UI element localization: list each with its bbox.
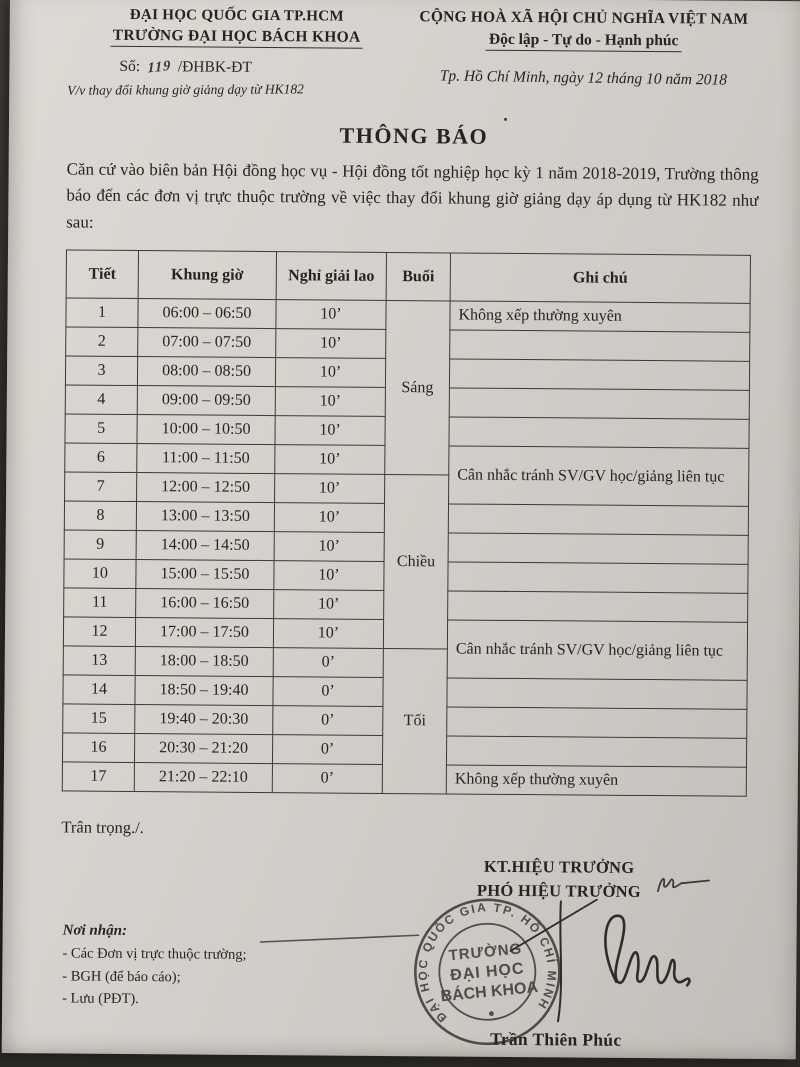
position-line: PHÓ HIỆU TRƯỞNG — [476, 880, 642, 902]
note-cell — [448, 504, 748, 535]
time-range-cell: 06:00 – 06:50 — [138, 299, 276, 329]
closing-line: Trân trọng./. — [61, 817, 144, 838]
recipients-block — [62, 920, 247, 1012]
national-line2: Độc lập - Tự do - Hạnh phúc — [406, 30, 762, 51]
time-range-cell: 13:00 – 13:50 — [136, 502, 274, 532]
period-number-cell: 11 — [64, 588, 136, 618]
col-header-period: Tiết — [66, 250, 138, 299]
authority-line: KT.HIỆU TRƯỞNG — [483, 856, 635, 878]
period-number-cell: 14 — [63, 675, 135, 705]
stamp-center-line1: TRƯỜNG — [447, 940, 523, 965]
document-number-line — [119, 58, 405, 78]
col-header-notes: Ghi chú — [450, 253, 750, 303]
stamp-center-line2: ĐẠI HỌC — [449, 960, 526, 985]
session-label-cell: Tối — [382, 649, 447, 794]
break-duration-cell: 10’ — [275, 445, 385, 475]
time-range-cell: 20:30 – 21:20 — [134, 734, 272, 764]
break-duration-cell: 0’ — [273, 677, 383, 707]
period-number-cell: 9 — [64, 530, 136, 560]
break-duration-cell: 0’ — [272, 735, 382, 765]
time-range-cell: 15:00 – 15:50 — [136, 560, 274, 590]
period-number-cell: 12 — [63, 617, 135, 647]
break-duration-cell: 10’ — [275, 416, 385, 446]
time-range-cell: 19:40 – 20:30 — [135, 705, 273, 735]
time-range-cell: 18:00 – 18:50 — [135, 647, 273, 677]
break-duration-cell: 10’ — [275, 358, 385, 388]
note-cell — [447, 678, 747, 709]
time-range-cell: 14:00 – 14:50 — [136, 531, 274, 561]
time-range-cell: 10:00 – 10:50 — [137, 415, 275, 445]
signature-area — [60, 850, 756, 1055]
break-duration-cell: 0’ — [273, 648, 383, 678]
time-range-cell: 17:00 – 17:50 — [135, 618, 273, 648]
time-range-cell: 18:50 – 19:40 — [135, 676, 273, 706]
period-number-cell: 4 — [65, 385, 137, 415]
stamp-bottom-dot — [489, 1011, 494, 1016]
org-name: TRƯỜNG ĐẠI HỌC BÁCH KHOA — [68, 25, 406, 48]
title-row — [67, 120, 761, 151]
org-parent-name: ĐẠI HỌC QUỐC GIA TP.HCM — [129, 6, 344, 25]
period-number-cell: 10 — [64, 559, 136, 589]
note-cell — [446, 736, 746, 767]
note-cell — [448, 533, 748, 564]
note-cell: Cân nhắc tránh SV/GV học/giảng liên tục — [447, 620, 747, 680]
note-cell — [448, 591, 748, 622]
break-duration-cell: 10’ — [274, 590, 384, 620]
recipient-item: - BGH (để báo cáo); — [62, 968, 181, 986]
period-number-cell: 6 — [65, 443, 137, 473]
document-header — [67, 5, 762, 101]
document-subject: V/v thay đổi khung giờ giảng dạy từ HK182 — [67, 81, 304, 98]
note-cell: Không xếp thường xuyên — [450, 301, 750, 332]
recipients-label: Nơi nhận: — [62, 922, 128, 940]
number-label: Số: — [119, 57, 141, 75]
header-row — [66, 250, 750, 303]
note-cell — [449, 359, 749, 390]
time-range-cell: 07:00 – 07:50 — [138, 328, 276, 358]
note-cell — [450, 330, 750, 361]
national-motto-block — [405, 8, 762, 101]
break-duration-cell: 10’ — [274, 503, 384, 533]
note-cell: Không xếp thường xuyên — [446, 765, 746, 796]
document-body — [2, 0, 800, 1059]
recipient-item: - Lưu (PĐT). — [62, 990, 139, 1008]
note-cell — [449, 417, 749, 448]
date-line: Tp. Hồ Chí Minh, ngày 12 tháng 10 năm 2018 — [439, 67, 728, 89]
stamp-ring-text: ĐẠI HỌC QUỐC GIA TP. HỒ CHÍ MINH — [415, 900, 560, 1026]
handwritten-initials-mark — [653, 872, 715, 898]
period-number-cell: 3 — [65, 356, 137, 386]
period-number-cell: 13 — [63, 646, 135, 676]
break-duration-cell: 10’ — [273, 619, 383, 649]
handwritten-number: 119 — [146, 57, 171, 77]
signer-name: Trần Thiên Phúc — [490, 1028, 622, 1051]
schedule-table-body — [62, 298, 750, 796]
scan-artifact-dot — [504, 118, 507, 121]
break-duration-cell: 10’ — [274, 532, 384, 562]
col-header-timeframe: Khung giờ — [138, 251, 276, 300]
schedule-table-head — [66, 250, 750, 303]
session-label-cell: Chiều — [383, 475, 448, 649]
scanned-document-paper — [2, 0, 800, 1059]
time-range-cell: 09:00 – 09:50 — [137, 386, 275, 416]
period-number-cell: 15 — [63, 704, 135, 734]
time-range-cell: 08:00 – 08:50 — [137, 357, 275, 387]
number-suffix: /ĐHBK-ĐT — [177, 57, 252, 76]
time-range-cell: 21:20 – 22:10 — [134, 763, 272, 793]
note-cell: Cân nhắc tránh SV/GV học/giảng liên tục — [449, 446, 749, 506]
note-cell — [449, 388, 749, 419]
break-duration-cell: 10’ — [276, 329, 386, 359]
recipient-item: - Các Đơn vị trực thuộc trường; — [62, 945, 247, 964]
intro-paragraph: Căn cứ vào biên bản Hội đồng học vụ - Hội đồng tốt nghiệp học kỳ 1 năm 2018-2019, Trường thông báo đến các đơn vị trực thuộc trường về việc thay đổi khung giờ giảng dạy áp dụng từ HK182 như sau: — [66, 159, 759, 232]
col-header-break: Nghỉ giải lao — [276, 252, 386, 301]
period-number-cell: 17 — [62, 762, 134, 792]
period-number-cell: 5 — [65, 414, 137, 444]
break-duration-cell: 10’ — [275, 474, 385, 504]
session-label-cell: Sáng — [385, 301, 450, 475]
note-cell — [448, 562, 748, 593]
period-number-cell: 2 — [66, 327, 138, 357]
time-range-cell: 11:00 – 11:50 — [137, 444, 275, 474]
handwritten-stray-line — [259, 931, 423, 946]
stamp-center-line3: BÁCH KHOA — [439, 979, 539, 1006]
document-title: THÔNG BÁO — [339, 122, 489, 149]
schedule-table — [62, 250, 751, 797]
break-duration-cell: 0’ — [272, 764, 382, 794]
national-line1: CỘNG HOÀ XÃ HỘI CHỦ NGHĨA VIỆT NAM — [419, 8, 749, 28]
note-cell — [447, 707, 747, 738]
time-range-cell: 16:00 – 16:50 — [136, 589, 274, 619]
issuing-org-block — [67, 5, 406, 98]
period-number-cell: 1 — [66, 298, 138, 328]
break-duration-cell: 10’ — [276, 300, 386, 330]
period-number-cell: 8 — [64, 501, 136, 531]
break-duration-cell: 0’ — [273, 706, 383, 736]
break-duration-cell: 10’ — [275, 387, 385, 417]
col-header-session: Buổi — [386, 253, 450, 302]
period-number-cell: 16 — [62, 733, 134, 763]
break-duration-cell: 10’ — [274, 561, 384, 591]
time-range-cell: 12:00 – 12:50 — [137, 473, 275, 503]
period-number-cell: 7 — [65, 472, 137, 502]
